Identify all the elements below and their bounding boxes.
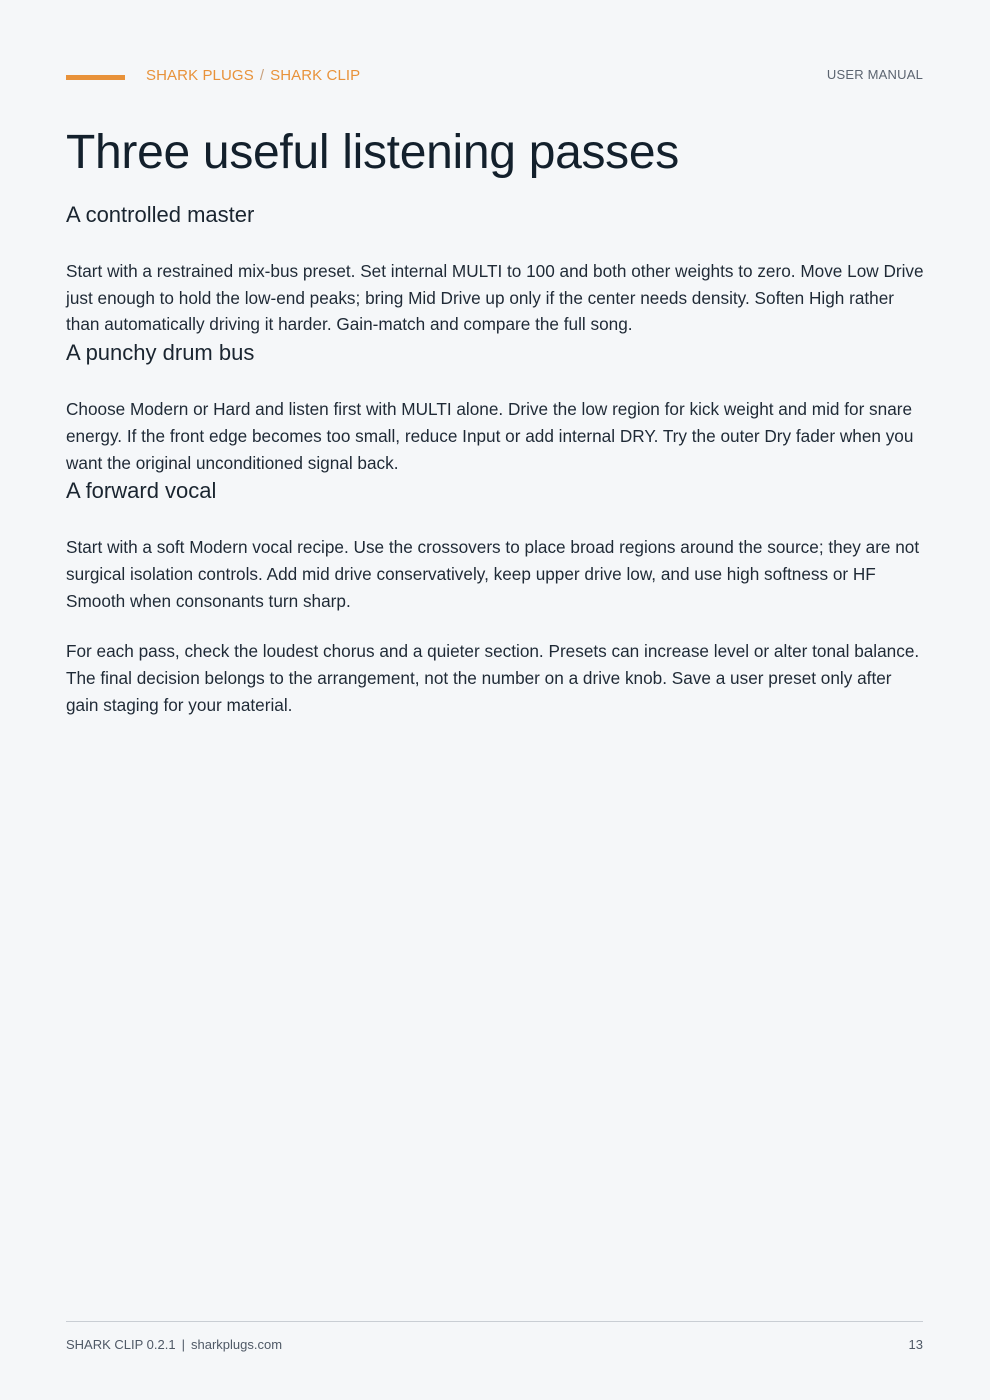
breadcrumb-separator: / (259, 67, 265, 84)
manual-label: USER MANUAL (826, 67, 923, 82)
breadcrumb (146, 67, 360, 84)
section-body: Start with a restrained mix-bus preset. Set internal MULTI to 100 and both other weights to zero. Move Low Drive just enough to hold the low-end peaks; bring Mid Drive up only if the center needs density. Soften High rather than automatically driving it harder. Gain-match and compare the full song. (66, 261, 924, 335)
footer-divider (66, 1321, 923, 1322)
footer-info (66, 1337, 282, 1352)
section-heading: A forward vocal (66, 478, 217, 504)
footer-separator: | (181, 1337, 185, 1352)
breadcrumb-item-brand: SHARK PLUGS (146, 67, 254, 84)
page-content (66, 200, 928, 718)
accent-bar (66, 75, 125, 80)
section-heading: A controlled master (66, 202, 255, 227)
section-punchy-drum-bus (66, 338, 928, 476)
section-heading: A punchy drum bus (66, 340, 255, 366)
breadcrumb-item-product: SHARK CLIP (270, 67, 361, 84)
footer-website-link[interactable]: sharkplugs.com (190, 1337, 283, 1352)
page-title: Three useful listening passes (66, 126, 679, 179)
footer-product-version: SHARK CLIP 0.2.1 (66, 1337, 176, 1352)
closing-paragraph: For each pass, check the loudest chorus and a quieter section. Presets can increase level or alter tonal balance. The final decision belongs to the arrangement, not the number on a drive knob. Save a user preset only after gain staging for your material. (66, 641, 920, 715)
page-number: 13 (908, 1337, 923, 1352)
section-body: Start with a soft Modern vocal recipe. Use the crossovers to place broad regions around the source; they are not surgical isolation controls. Add mid drive conservatively, keep upper drive low, and use high softness or HF Smooth when consonants turn sharp. (66, 537, 920, 611)
section-forward-vocal (66, 476, 928, 614)
page-header (66, 64, 923, 88)
section-controlled-master (66, 200, 928, 338)
section-body: Choose Modern or Hard and listen first with MULTI alone. Drive the low region for kick weight and mid for snare energy. If the front edge becomes too small, reduce Input or add internal DRY. Try the outer Dry fader when you want the original unconditioned signal back. (66, 399, 914, 473)
